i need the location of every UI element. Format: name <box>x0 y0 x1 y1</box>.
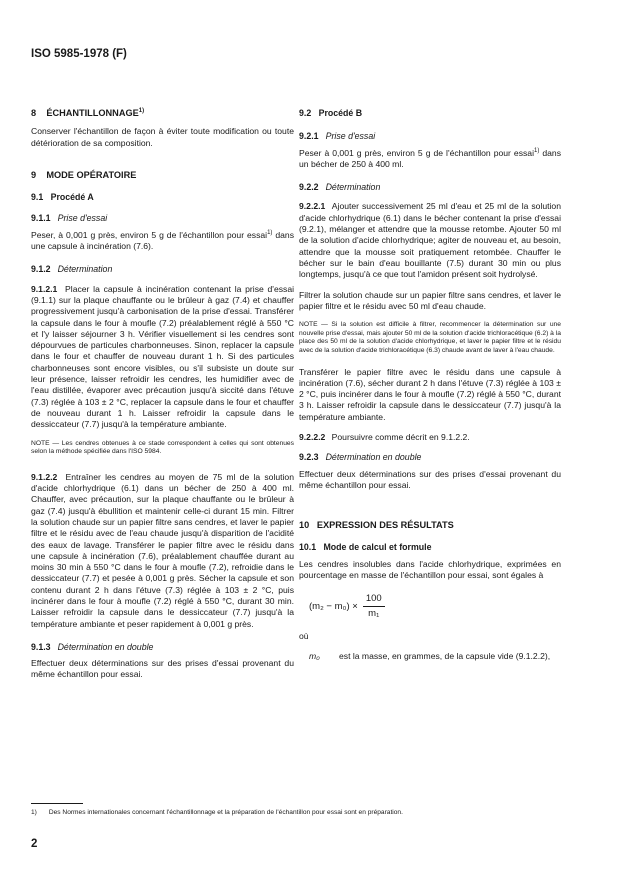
section-9-2-1-body: Peser à 0,001 g près, environ 5 g de l'échantillon pour essai$^{1)}$ dans un bécher de 250 à 400 ml. <box>299 147 561 169</box>
section-9-2-2-heading: 9.2.2 Détermination <box>299 182 381 193</box>
section-8-body: Conserver l'échantillon de façon à éviter toute modification ou toute détérioration de sa composition. <box>31 126 294 148</box>
right-column <box>299 108 561 663</box>
section-9-2-3-heading: 9.2.3 Détermination en double <box>299 452 422 463</box>
result-formula <box>309 593 561 619</box>
section-9-2-1-heading: 9.2.1 Prise d'essai <box>299 131 376 142</box>
section-9-heading: 9 MODE OPÉRATOIRE <box>31 169 137 180</box>
section-8-heading: 8 ÉCHANTILLONNAGE$^{1)}$ <box>31 107 145 118</box>
definition-text: est la masse, en grammes, de la capsule vide (9.1.2.2), <box>339 651 551 662</box>
note-ashes: NOTE — Les cendres obtenues à ce stade correspondent à celles qui sont obtenues selon la méthode spécifiée dans l'ISO 5984. <box>31 439 294 456</box>
where-label: où <box>299 630 309 641</box>
paragraph-9-1-2-2: 9.1.2.2 Entraîner les cendres au moyen de 75 ml de la solution d'acide chlorhydrique (6.1) dans un bécher de 250 à 400 ml. Chauffer, avec précaution, sur la plaque chauffante ou le brûleur à gaz (7.4) jusqu'à ébullition et maintenir celle-ci durant 15 min. Filtrer la solution chaude sur un papier filtre sans cendres, et laver le papier filtre et le résidu avec de l'eau chaude jusqu'à disparition de l'acidité des eaux de lavage. Transférer le papier filtre avec le résidu dans une capsule à incinération (7.6), préalablement chauffée durant au moins 30 min à 550 °C dans le four à moufle (7.2), refroidie dans le dessiccateur (7.7) et pesée à 0,001 g près. Sécher la capsule et son contenu durant 2 h dans l'étuve (7.3) réglée à 103 ± 2 °C, puis incinérer dans le four à moufle (7.2) réglé à 550 °C, durant 30 min. Laisser refroidir la capsule dans le dessiccateur (7.7) jusqu'à la température ambiante et peser rapidement à 0,001 g près. <box>31 471 294 629</box>
footnote-separator <box>31 803 83 804</box>
formula-denominator: m₁ <box>368 607 380 619</box>
section-9-1-2-heading: 9.1.2 Détermination <box>31 264 113 275</box>
section-9-2-heading: 9.2 Procédé B <box>299 108 363 118</box>
note-filtering: NOTE — Si la solution est difficile à filtrer, recommencer la détermination sur une nouvelle prise d'essai, mais ajouter 50 ml de la solution d'acide trichloracétique (6.2) à la place des 50 ml de la solution d'acide chlorhydrique, et laver le papier filtre et le résidu avec de la solution d'acide trichloracétique (6.3) chaude avant de laver à l'eau chaude. <box>299 321 561 354</box>
definition-m0 <box>299 651 561 662</box>
section-9-1-3-heading: 9.1.3 Détermination en double <box>31 641 154 652</box>
paragraph-9-1-2-1: 9.1.2.1 Placer la capsule à incinération contenant la prise d'essai (9.1.1) sur la plaque chauffante ou le brûleur à gaz (7.4) et chauffer progressivement jusqu'à carbonisation de la prise d'essai. Transférer la capsule dans le four à moufle (7.2) préalablement réglé à 550 °C et l'y laisser séjourner 3 h. Vérifier visuellement si les cendres sont dépourvues de particules charbonneuses. Sinon, replacer la capsule dans le four et chauffer de nouveau durant 1 h. Si des particules charbonneuses sont encore visibles, ou s'il subsiste un doute sur leur présence, laisser refroidir les cendres, les humidifier avec de l'eau distillée, évaporer avec précaution jusqu'à siccité dans l'étuve (7.3) réglée à 103 ± 2 °C, replacer la capsule dans le four et chauffer de nouveau durant 1 h. Laisser refroidir la capsule dans le dessiccateur (7.7) jusqu'à la température ambiante. <box>31 283 295 430</box>
page-number: 2 <box>31 838 38 850</box>
left-column <box>31 108 294 690</box>
section-10-1-body: Les cendres insolubles dans l'acide chlorhydrique, exprimées en pourcentage en masse de l'échantillon pour essai, sont égales à <box>299 558 561 581</box>
section-10-heading: 10 EXPRESSION DES RÉSULTATS <box>299 520 454 531</box>
formula-numerator: 100 <box>363 593 385 606</box>
section-9-1-heading: 9.1 Procédé A <box>31 192 94 203</box>
paragraph-9-2-2-1-filter: Filtrer la solution chaude sur un papier filtre sans cendres, et laver le papier filtre et le résidu avec 50 ml d'eau chaude. <box>299 289 561 311</box>
paragraph-9-2-2-1-transfer: Transférer le papier filtre avec le résidu dans une capsule à incinération (7.6), sécher durant 2 h dans l'étuve (7.3) réglée à 103 ± 2 °C, puis incinérer dans le four à moufle (7.2) réglé à 550 °C, durant 3 h. Laisser refroidir la capsule dans le dessiccateur (7.7) jusqu'à la température ambiante. <box>299 366 561 422</box>
section-9-2-3-body: Effectuer deux déterminations sur des prises d'essai provenant du même échantillon pour essai. <box>299 468 561 490</box>
footnote: 1) Des Normes internationales concernant l'échantillonnage et la préparation de l'échantillon pour essai sont en préparation. <box>31 809 403 816</box>
section-9-1-1-heading: 9.1.1 Prise d'essai <box>31 213 108 224</box>
definition-symbol: m₀ <box>309 651 320 662</box>
section-9-1-3-body: Effectuer deux déterminations sur des prises d'essai provenant du même échantillon pour essai. <box>31 658 294 680</box>
formula-factor: (m₂ − m₀) × <box>309 600 358 612</box>
formula-fraction <box>363 593 385 619</box>
paragraph-9-2-2-2: 9.2.2.2 Poursuivre comme décrit en 9.1.2.2. <box>299 432 470 443</box>
section-9-1-1-body: Peser, à 0,001 g près, environ 5 g de l'échantillon pour essai$^{1)}$ dans une capsule à incinération (7.6). <box>31 229 294 252</box>
document-header: ISO 5985-1978 (F) <box>31 48 127 60</box>
paragraph-9-2-2-1: 9.2.2.1 Ajouter successivement 25 ml d'eau et 25 ml de la solution d'acide chlorhydrique (6.1) dans le bécher contenant la prise d'essai (9.2.1), mélanger et attendre que la mousse retombe. Ajouter 50 ml de la solution d'acide chlorhydrique; agiter de nouveau et, au besoin, attendre que la mousse soit pratiquement retombée. Chauffer le bécher sur le bain d'eau bouillante (7.5) durant 30 min ou plus longtemps, jusqu'à ce que tout l'amidon présent soit hydrolysé. <box>299 201 561 280</box>
section-10-1-heading: 10.1 Mode de calcul et formule <box>299 541 432 552</box>
